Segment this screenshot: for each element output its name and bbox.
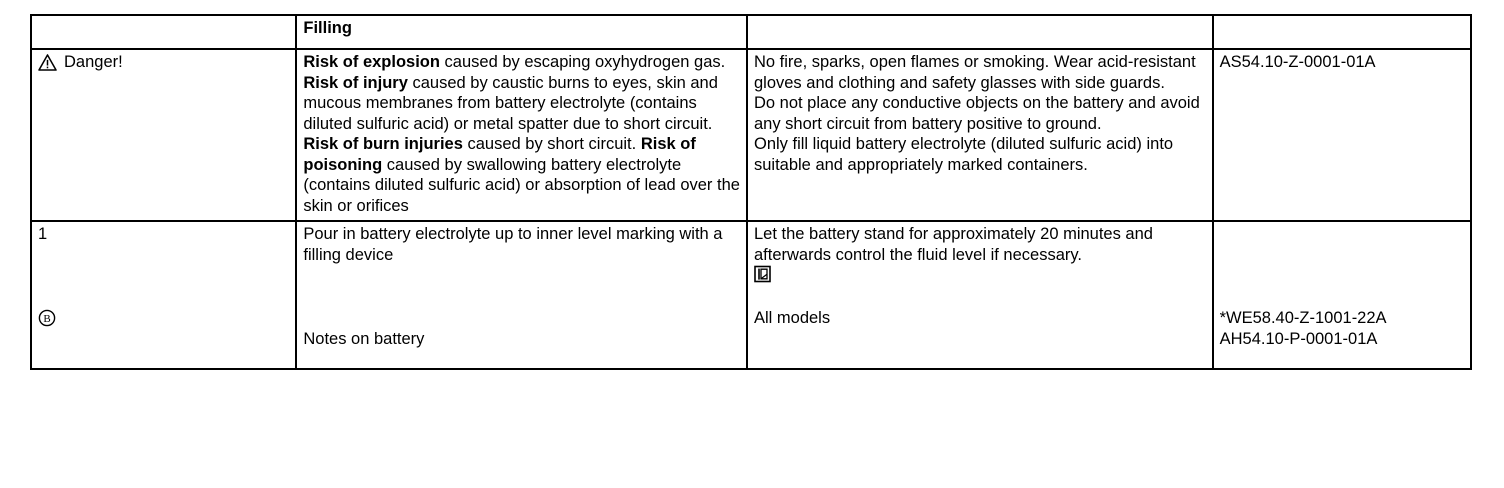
sub-step-doc-ref: AH54.10-P-0001-01A [1219,329,1378,348]
danger-cell [31,49,296,221]
step-cell-spacer-2 [38,287,289,309]
danger-seg-7: caused by swallowing battery electrolyte (contains diluted sulfuric acid) or absorption of lead over the skin or orifices [303,155,740,215]
danger-description-cell [296,49,747,221]
manual-book-icon [754,265,771,283]
danger-seg-1: caused by escaping oxyhydrogen gas. [439,53,726,71]
step-note-spacer [754,286,1206,308]
step-doc-ref-cell [1213,221,1471,369]
manual-book-icon-wrap [754,265,1206,286]
danger-seg-2: Risk of injury [303,73,408,92]
table-header-row [31,15,1471,49]
header-cell-blank-right [1213,15,1471,49]
step-note-cell [747,221,1213,369]
step-action-spacer [303,265,740,307]
header-filling-label: Filling [303,19,352,37]
header-cell-blank-middle [747,15,1213,49]
danger-seg-3: caused by caustic burns to eyes, skin and mucous membranes from battery electrolyte (contains diluted sulfuric acid) or metal spatter due to short circuit. [303,73,718,133]
danger-seg-5: caused by short circuit. [462,135,641,153]
svg-text:B: B [43,312,51,325]
warning-triangle-icon [38,54,57,71]
step-action-text: Pour in battery electrolyte up to inner level marking with a filling device [303,225,723,264]
danger-doc-ref: AS54.10-Z-0001-01A [1219,53,1376,71]
header-cell-blank-left [31,15,296,49]
step-number: 1 [38,225,48,243]
table-row-danger [31,49,1471,221]
danger-seg-6: Risk of poisoning [303,135,696,174]
procedure-table [30,14,1472,370]
danger-measures-cell [747,49,1213,221]
step-number-cell [31,221,296,369]
header-cell-filling [296,15,747,49]
circled-b-icon [38,309,56,327]
step-cell-spacer [38,245,289,287]
sub-step-label: Notes on battery [303,330,425,348]
danger-description-text [303,52,740,216]
danger-measure-paragraph-1: No fire, sparks, open flames or smoking. Wear acid-resistant gloves and clothing and safety glasses with side guards. [753,53,1196,92]
danger-doc-ref-cell [1213,49,1471,221]
danger-seg-4: Risk of burn injuries [303,135,463,153]
step-action-spacer-2 [303,307,740,329]
danger-measure-paragraph-3: Only fill liquid battery electrolyte (diluted sulfuric acid) into suitable and appropriately marked containers. [753,135,1174,174]
doc-ref-spacer-2 [1220,266,1464,308]
step-action-cell [296,221,747,369]
table-row-step-1 [31,221,1471,369]
danger-seg-0: Risk of explosion [303,53,440,71]
sub-step-value: All models [753,308,831,327]
step-doc-ref: *WE58.40-Z-1001-22A [1219,309,1387,327]
sub-step-icon-wrap [38,309,289,330]
step-note-text: Let the battery stand for approximately 20 minutes and afterwards control the fluid level if necessary. [753,225,1153,264]
danger-label: Danger! [64,53,123,71]
document-page [0,14,1504,488]
doc-ref-spacer [1220,224,1464,266]
danger-measure-paragraph-2: Do not place any conductive objects on the battery and avoid any short circuit from battery positive to ground. [753,94,1200,133]
